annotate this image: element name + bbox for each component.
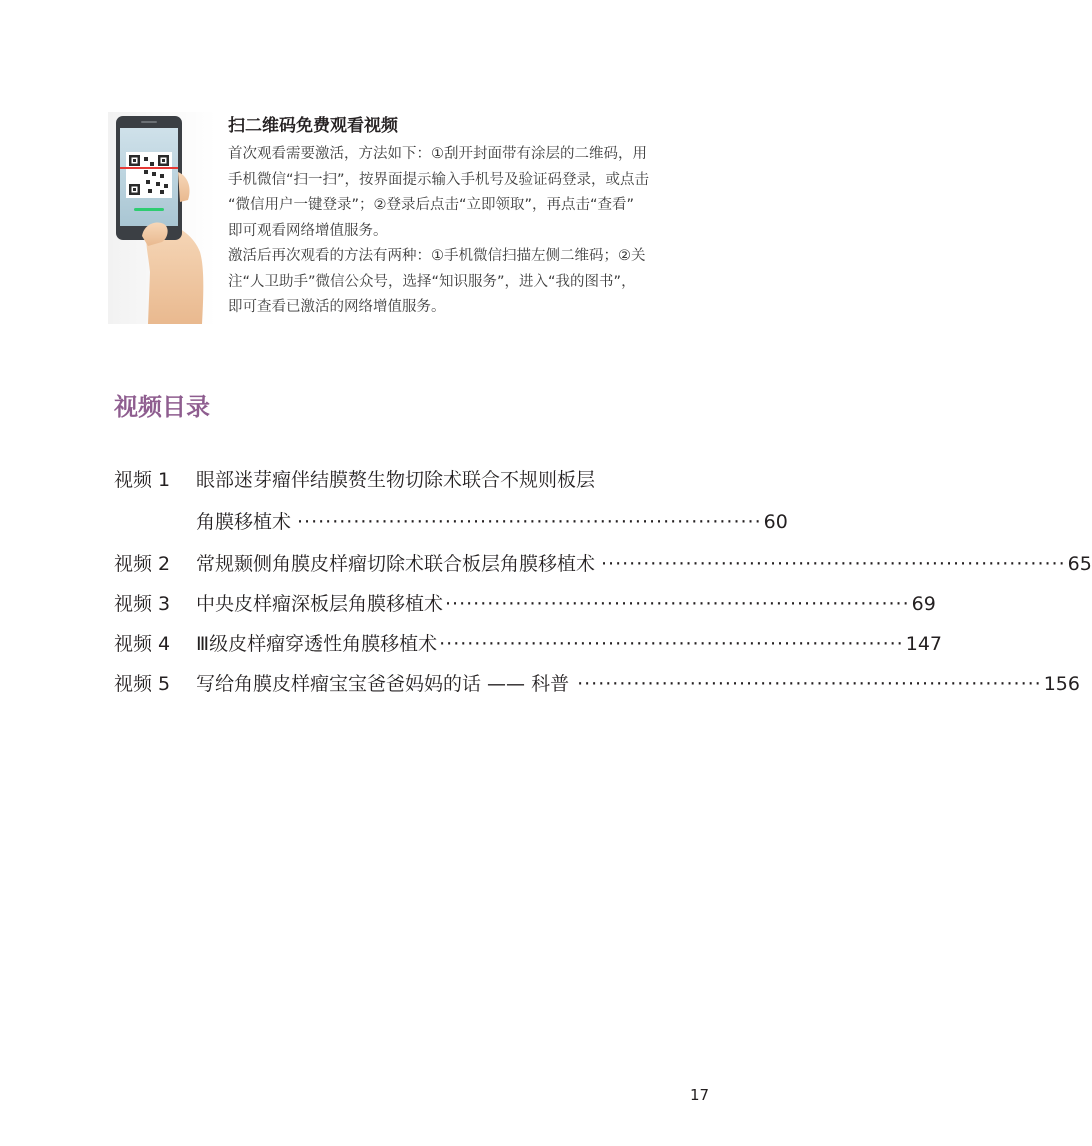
toc-entry-video-1[interactable] [114,460,710,500]
toc-entry-page: 60 [763,511,788,533]
toc-entry-page: 69 [911,593,936,615]
toc-entry-fill [196,502,788,542]
qr-instructions-line: 手机微信“扫一扫”，按界面提示输入手机号及验证码登录，或点击 [228,171,650,188]
toc-entry-label: 视频 4 [114,633,171,655]
toc-entry-title: 常规颞侧角膜皮样瘤切除术联合板层角膜移植术 [196,553,596,575]
toc-entry-title: 角膜移植术 [196,511,292,533]
toc-entry-fill [196,624,942,664]
qr-instructions-line: 即可查看已激活的网络增值服务。 [228,299,446,315]
toc-leader-dots: ·································································· [439,633,904,655]
toc-leader-dots: ·································································· [297,511,762,533]
toc-entry-label: 视频 3 [114,593,171,615]
qr-instructions-line: 首次观看需要激活，方法如下：①刮开封面带有涂层的二维码，用 [228,146,647,162]
toc-entry-label: 视频 5 [114,673,171,695]
hand-holding-phone-scanning-qr-code-icon [108,112,216,324]
qr-instructions [228,114,728,321]
toc-entry-page: 147 [905,633,942,655]
toc-entry-video-5[interactable] [114,664,1080,704]
toc-entry-label: 视频 1 [114,469,171,491]
toc-entry-fill [196,584,936,624]
toc-entry-page: 156 [1043,673,1080,695]
toc-entry-video-2[interactable] [114,544,1092,584]
qr-instructions-line: 激活后再次观看的方法有两种：①手机微信扫描左侧二维码；②关 [228,248,646,264]
toc-leader-dots: ·································································· [577,673,1042,695]
qr-instructions-line: 注“人卫助手”微信公众号，选择“知识服务”，进入“我的图书”， [228,273,636,290]
qr-instructions-line: 即可观看网络增值服务。 [228,222,388,239]
toc-entry-label: 视频 2 [114,553,171,575]
toc-entry-title: Ⅲ级皮样瘤穿透性角膜移植术 [196,633,438,655]
toc-leader-dots: ·································································· [601,553,1066,575]
toc-leader-dots: ·································································· [445,593,910,615]
toc-entry-video-3[interactable] [114,584,936,624]
toc-entry-title: 写给角膜皮样瘤宝宝爸爸妈妈的话 —— 科普 [196,673,570,695]
toc-entry-fill [196,664,1080,704]
toc-entry-page: 65 [1067,553,1092,575]
toc-entry-video-4[interactable] [114,624,942,664]
page-number: 17 [690,1086,710,1104]
toc-entry-title: 中央皮样瘤深板层角膜移植术 [196,593,444,615]
qr-instructions-line: “微信用户一键登录”；②登录后点击“立即领取”，再点击“查看” [228,197,635,213]
toc-entry-fill [196,544,1092,584]
toc-entry-video-1-continued[interactable] [114,502,788,542]
toc-entry-title: 眼部迷芽瘤伴结膜赘生物切除术联合不规则板层 [196,469,596,491]
video-toc-heading: 视频目录 [114,393,210,421]
qr-instructions-title: 扫二维码免费观看视频 [228,116,398,136]
